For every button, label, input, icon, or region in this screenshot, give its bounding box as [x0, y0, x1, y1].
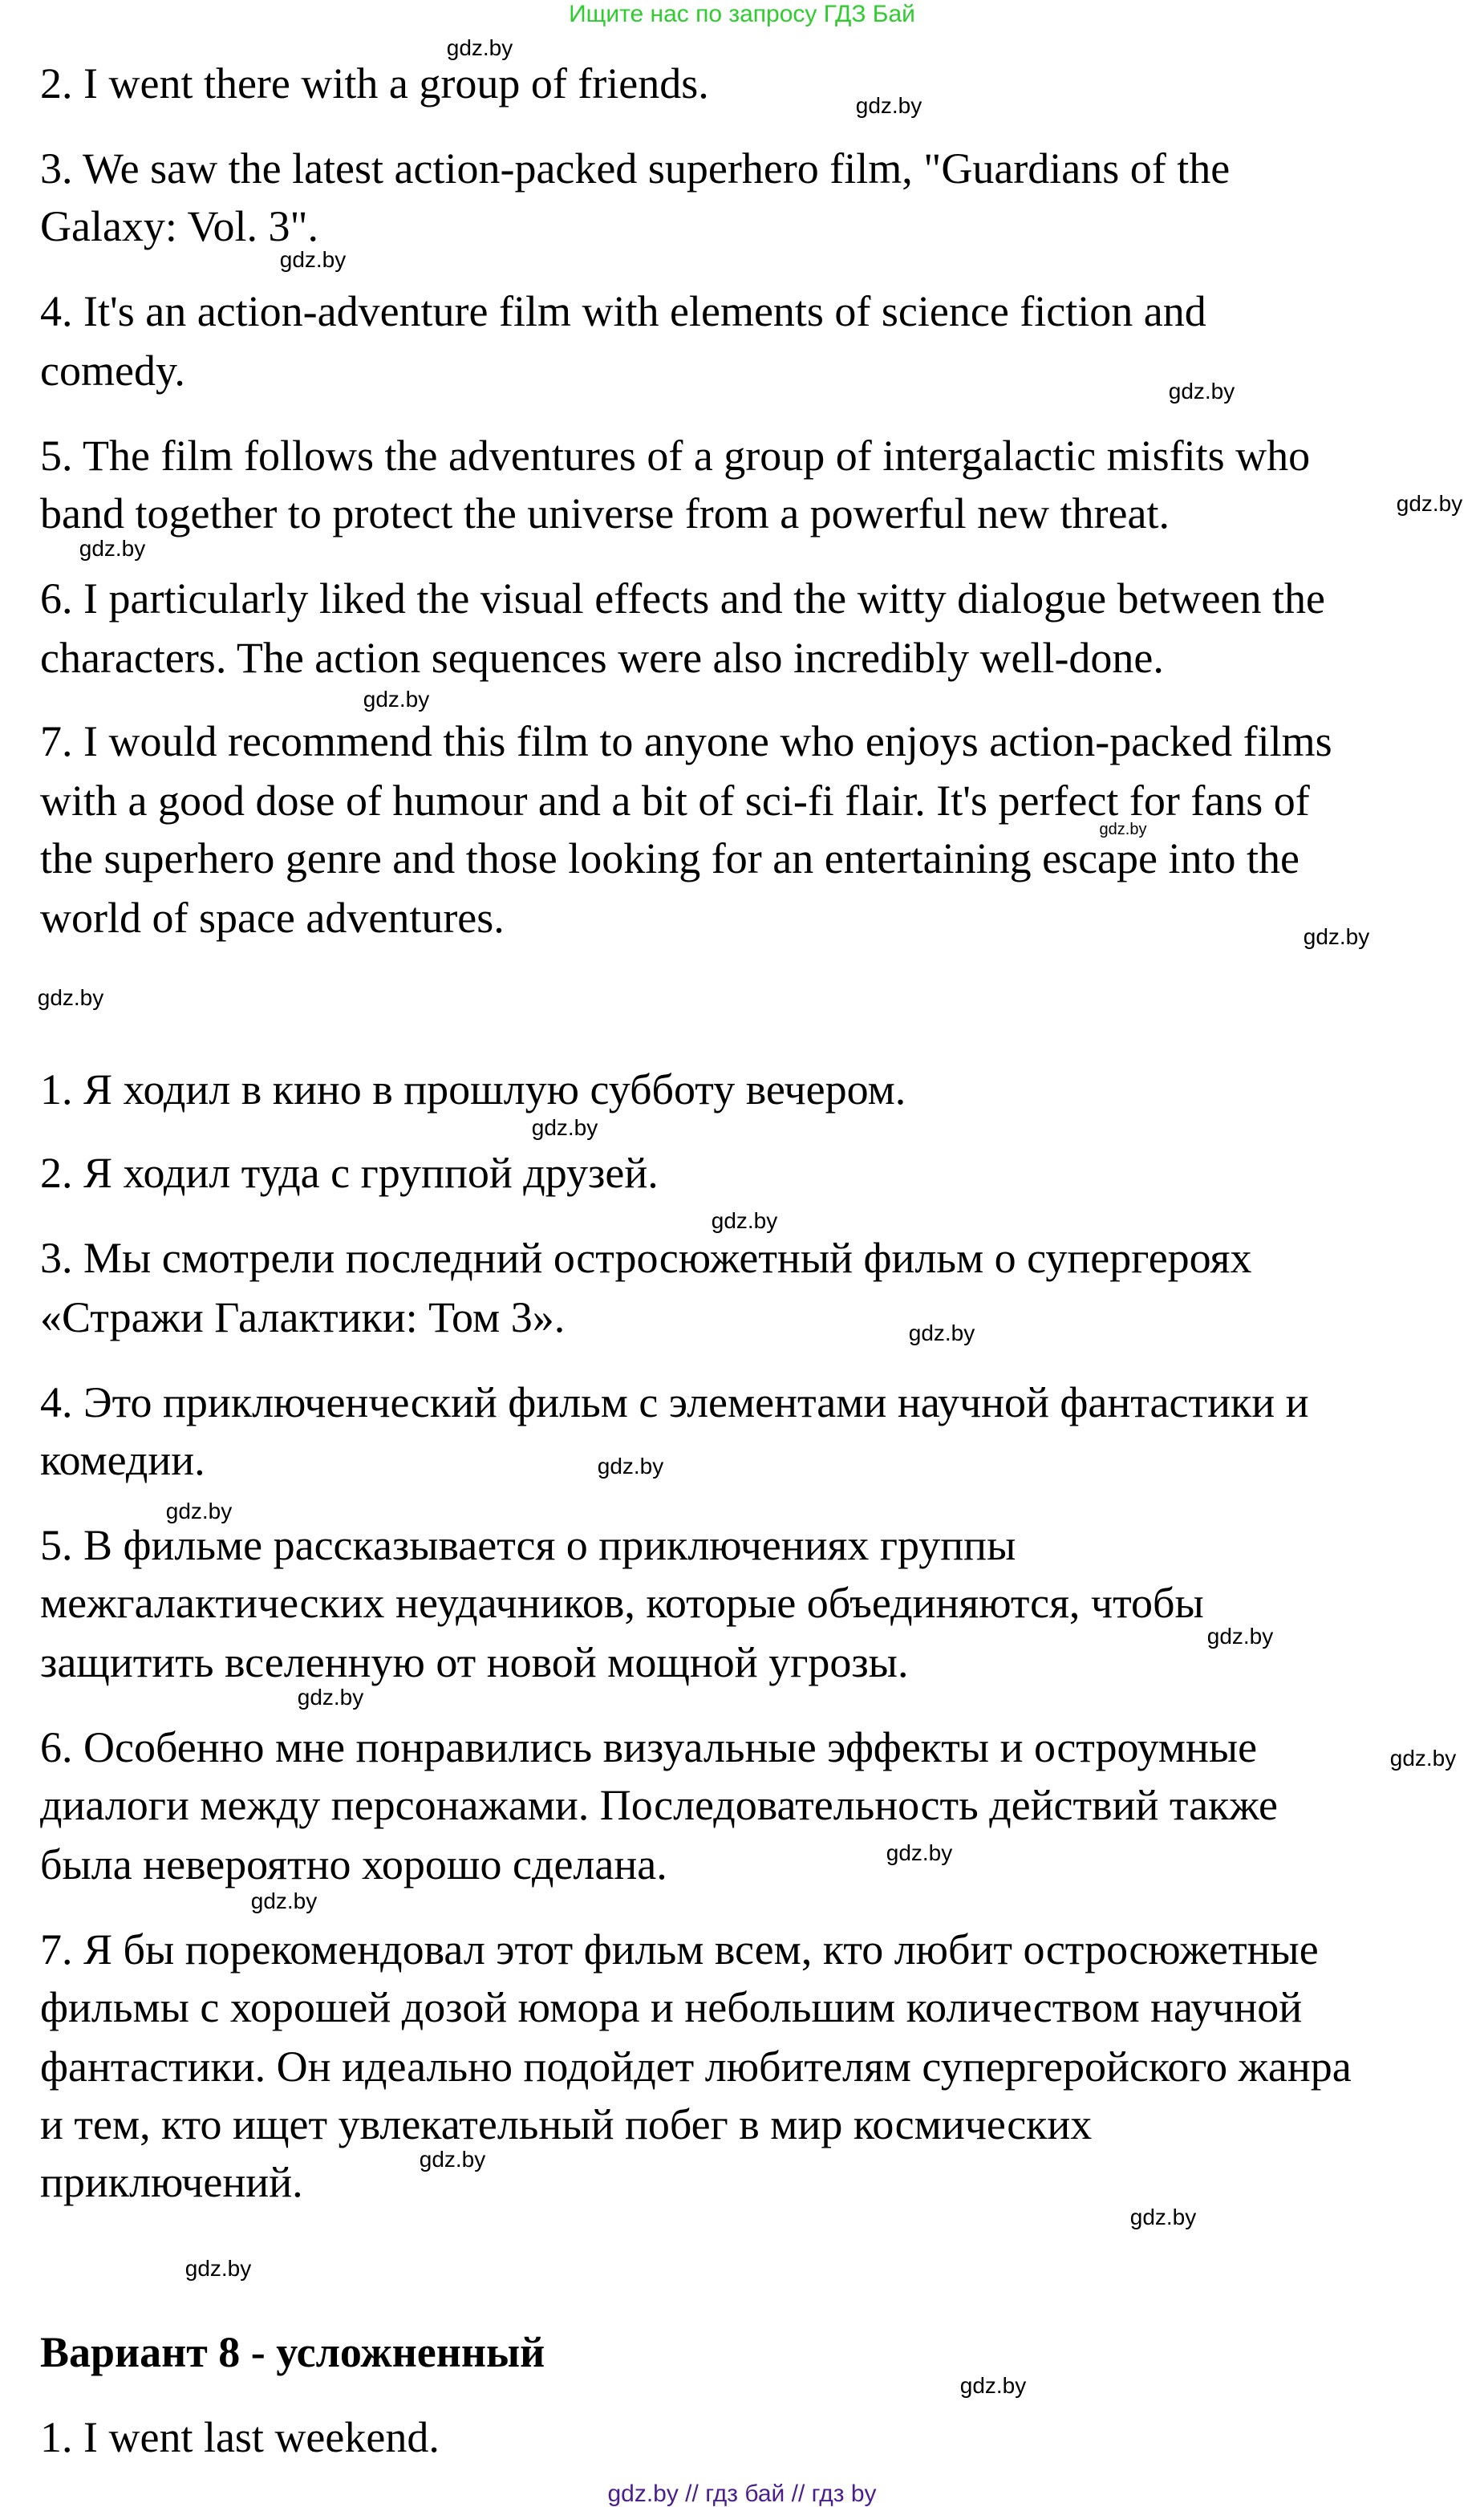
watermark: gdz.by: [446, 35, 513, 60]
watermark: gdz.by: [855, 93, 922, 118]
footer-links: gdz.by // гдз бай // гдз by: [607, 2481, 877, 2507]
watermark: gdz.by: [908, 1320, 975, 1345]
watermark: gdz.by: [1303, 924, 1370, 949]
watermark: gdz.by: [1168, 379, 1235, 404]
answer-line: 3. We saw the latest action-packed superhero film, "Guardians of the: [40, 144, 1231, 193]
answer-line: comedy.: [40, 347, 185, 395]
answer-line: with a good dose of humour and a bit of sci-fi flair. It's perfect for fans of: [40, 777, 1310, 825]
watermark: gdz.by: [959, 2373, 1027, 2398]
answer-line: и тем, кто ищет увлекательный побег в мир космических: [40, 2100, 1093, 2148]
answer-line: 3. Мы смотрели последний остросюжетный фильм о супергероях: [40, 1234, 1252, 1282]
answer-line: 2. Я ходил туда с группой друзей.: [40, 1149, 659, 1197]
answer-line: 5. В фильме рассказывается о приключениях группы: [40, 1521, 1016, 1569]
watermark: gdz.by: [886, 1840, 953, 1865]
answer-line: «Стражи Галактики: Том 3».: [40, 1293, 566, 1341]
answer-line: Galaxy: Vol. 3".: [40, 202, 319, 250]
watermark: gdz.by: [419, 2147, 486, 2172]
answer-line: 7. I would recommend this film to anyone who enjoys action-packed films: [40, 717, 1332, 765]
watermark: gdz.by: [597, 1454, 664, 1479]
answer-line: диалоги между персонажами. Последовательность действий также: [40, 1781, 1278, 1829]
watermark: gdz.by: [1206, 1624, 1274, 1649]
answer-line: characters. The action sequences were also incredibly well-done.: [40, 634, 1164, 682]
search-hint-banner: Ищите нас по запросу ГДЗ Бай: [569, 1, 915, 27]
watermark: gdz.by: [531, 1115, 598, 1140]
answer-line: защитить вселенную от новой мощной угрозы.: [40, 1638, 909, 1686]
watermark: gdz.by: [250, 1888, 318, 1913]
watermark: gdz.by: [297, 1685, 364, 1710]
answer-line: фильмы с хорошей дозой юмора и небольшим количеством научной: [40, 1983, 1303, 2031]
watermark: gdz.by: [279, 247, 347, 272]
answer-line: 4. It's an action-adventure film with elements of science fiction and: [40, 287, 1206, 335]
answer-line: 7. Я бы порекомендовал этот фильм всем, кто любит остросюжетные: [40, 1925, 1319, 1974]
answer-line: 1. I went last weekend.: [40, 2413, 440, 2461]
answer-line: 1. Я ходил в кино в прошлую субботу вечером.: [40, 1065, 906, 1114]
watermark: gdz.by: [1389, 1746, 1457, 1771]
answer-line: 4. Это приключенческий фильм с элементами научной фантастики и: [40, 1378, 1309, 1426]
answer-line: 2. I went there with a group of friends.: [40, 59, 709, 108]
watermark: gdz.by: [79, 536, 146, 561]
answer-line: была невероятно хорошо сделана.: [40, 1840, 667, 1888]
watermark: gdz.by: [165, 1499, 233, 1523]
answer-line: фантастики. Он идеально подойдет любителям супергеройского жанра: [40, 2043, 1352, 2091]
answer-line: 5. The film follows the adventures of a group of intergalactic misfits who: [40, 432, 1311, 480]
answer-line: 6. I particularly liked the visual effects and the witty dialogue between the: [40, 574, 1325, 623]
answer-line: комедии.: [40, 1436, 205, 1484]
answer-line: the superhero genre and those looking for an entertaining escape into the: [40, 834, 1300, 882]
answer-line: 6. Особенно мне понравились визуальные эффекты и остроумные: [40, 1723, 1258, 1771]
watermark: gdz.by: [1396, 491, 1463, 516]
watermark: gdz.by: [184, 2256, 252, 2281]
watermark: gdz.by: [37, 985, 104, 1010]
answer-line: world of space adventures.: [40, 894, 505, 942]
answer-line: межгалактических неудачников, которые объединяются, чтобы: [40, 1579, 1204, 1627]
watermark: gdz.by: [363, 687, 430, 712]
watermark: gdz.by: [1129, 2205, 1197, 2229]
watermark: gdz.by: [711, 1208, 778, 1233]
watermark: gdz.by: [1099, 821, 1147, 838]
answer-line: приключений.: [40, 2158, 303, 2206]
answer-line: band together to protect the universe from a powerful new threat.: [40, 489, 1170, 538]
variant-heading: Вариант 8 - усложненный: [40, 2328, 545, 2376]
